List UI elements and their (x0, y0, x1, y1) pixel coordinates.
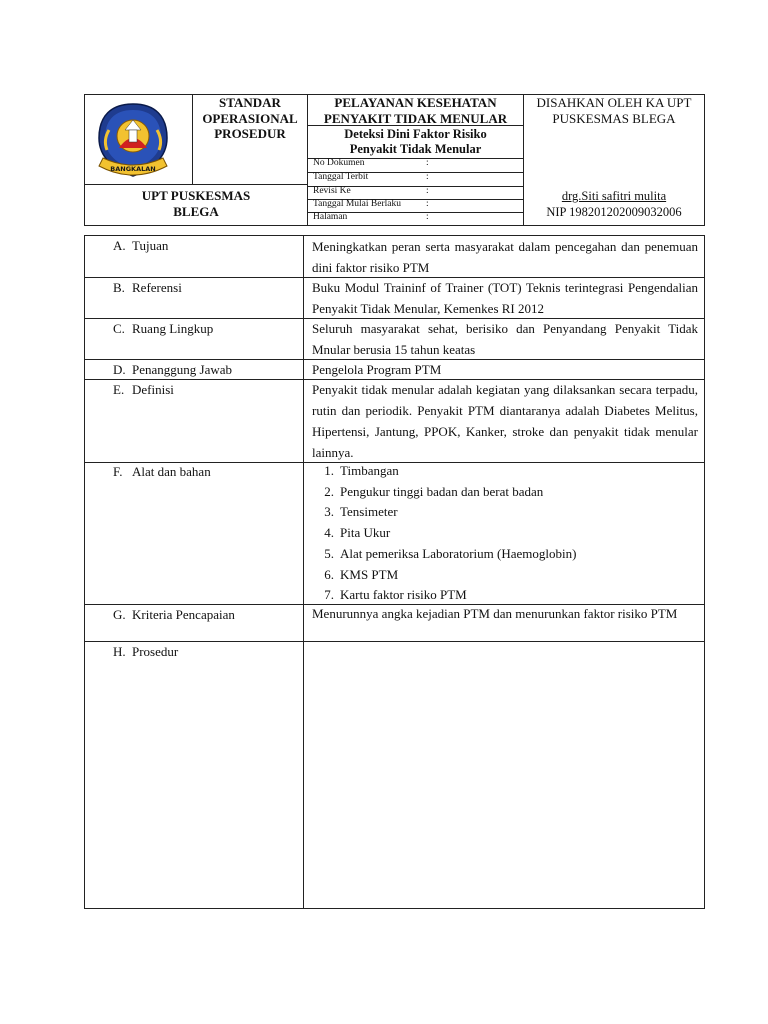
section-letter: B. (113, 280, 125, 295)
section-title: Referensi (132, 280, 182, 295)
section-content-definisi: Penyakit tidak menular adalah kegiatan yang dilaksankan secara terpadu, rutin dan periodik. Penyakit PTM diantaranya adalah Diabetes Melitus, Hipertensi, Jantung, PPOK, Kanker, stroke dan penyakit tidak menular lainnya. (312, 382, 698, 460)
section-label-penanggung-jawab (113, 362, 232, 378)
list-text: Timbangan (340, 463, 399, 478)
service-subtitle-line-1: Deteksi Dini Faktor Risiko (344, 127, 487, 141)
section-letter: D. (113, 362, 126, 377)
approval-block (524, 95, 704, 127)
list-item (312, 502, 576, 523)
list-item (312, 565, 576, 586)
metadata-label: Halaman (313, 212, 348, 222)
section-letter: C. (113, 321, 125, 336)
sop-label-line-3: PROSEDUR (214, 126, 286, 141)
section-label-definisi (113, 382, 174, 398)
section-title: Ruang Lingkup (132, 321, 214, 336)
section-content-referensi: Buku Modul Traininf of Trainer (TOT) Teknis terintegrasi Pengendalian Penyakit Tidak Menular, Kemenkes RI 2012 (312, 280, 698, 316)
metadata-value: : (426, 172, 429, 182)
equipment-list (312, 461, 576, 606)
section-label-kriteria-pencapaian (113, 607, 235, 623)
list-item (312, 461, 576, 482)
list-text: Pita Ukur (340, 525, 391, 541)
metadata-value: : (426, 212, 429, 222)
section-letter: A. (113, 238, 126, 253)
list-text: Alat pemeriksa Laboratorium (Haemoglobin) (340, 545, 577, 561)
metadata-label: Tanggal Mulai Berlaku (313, 199, 401, 209)
approval-line-1: DISAHKAN OLEH KA UPT (536, 95, 692, 110)
signatory-nip: NIP 198201202009032006 (546, 205, 682, 219)
section-title: Kriteria Pencapaian (132, 607, 235, 622)
metadata-value: : (426, 186, 429, 196)
section-letter: E. (113, 382, 125, 397)
organization-line-1: UPT PUSKESMAS (141, 188, 251, 203)
section-label-prosedur (113, 644, 178, 660)
section-letter: G. (113, 607, 126, 622)
section-label-tujuan (113, 238, 168, 254)
regency-emblem-icon (93, 100, 173, 182)
metadata-value: : (426, 199, 429, 209)
service-title (307, 95, 524, 126)
sop-label-line-1: STANDAR (219, 95, 281, 110)
section-content-tujuan: Meningkatkan peran serta masyarakat dalam pencegahan dan penemuan dini faktor risiko PTM (312, 239, 698, 275)
section-letter: H. (113, 644, 126, 659)
service-subtitle (307, 127, 524, 156)
list-text: Kartu faktor risiko PTM (340, 587, 467, 603)
section-title: Tujuan (132, 238, 169, 253)
sop-label-line-2: OPERASIONAL (202, 110, 298, 126)
list-number: 2. (324, 483, 334, 499)
section-content-ruang-lingkup: Seluruh masyarakat sehat, berisiko dan Penyandang Penyakit Tidak Mnular berusia 15 tahun keatas (312, 321, 698, 357)
list-text: Tensimeter (340, 504, 398, 520)
list-text: KMS PTM (340, 566, 399, 582)
section-label-ruang-lingkup (113, 321, 213, 337)
section-label-referensi (113, 280, 182, 296)
section-title: Penanggung Jawab (132, 362, 233, 377)
section-title: Alat dan bahan (132, 464, 211, 479)
organization-name (84, 188, 308, 220)
list-item (312, 523, 576, 544)
logo-ribbon-text: BANGKALAN (110, 165, 156, 173)
list-number: 4. (324, 525, 334, 541)
list-item (312, 544, 576, 565)
signatory-name: drg.Siti safitri mulita (561, 189, 667, 203)
list-number: 1. (324, 463, 334, 478)
organization-line-2: BLEGA (173, 204, 219, 219)
section-letter: F. (113, 464, 123, 479)
list-text: Pengukur tinggi badan dan berat badan (340, 483, 544, 499)
section-content-kriteria-pencapaian: Menurunnya angka kejadian PTM dan menurunkan faktor risiko PTM (312, 606, 678, 621)
service-title-line-2: PENYAKIT TIDAK MENULAR (323, 110, 508, 126)
approval-line-2: PUSKESMAS BLEGA (552, 111, 676, 126)
list-number: 7. (324, 587, 334, 603)
list-item (312, 585, 576, 606)
service-title-line-1: PELAYANAN KESEHATAN (334, 95, 497, 110)
sop-label (192, 95, 308, 142)
section-title: Definisi (132, 382, 174, 397)
metadata-label: No Dokumen (313, 158, 365, 168)
section-label-alat-dan-bahan (113, 464, 211, 480)
list-number: 5. (324, 545, 334, 561)
list-number: 3. (324, 504, 334, 520)
bangkalan-logo (93, 100, 173, 182)
metadata-label: Tanggal Terbit (313, 172, 369, 182)
section-title: Prosedur (132, 644, 179, 659)
list-number: 6. (324, 566, 334, 582)
metadata-value: : (426, 158, 429, 168)
metadata-label: Revisi Ke (313, 186, 351, 196)
list-item (312, 482, 576, 503)
service-subtitle-line-2: Penyakit Tidak Menular (349, 141, 482, 156)
section-content-penanggung-jawab: Pengelola Program PTM (312, 362, 442, 377)
